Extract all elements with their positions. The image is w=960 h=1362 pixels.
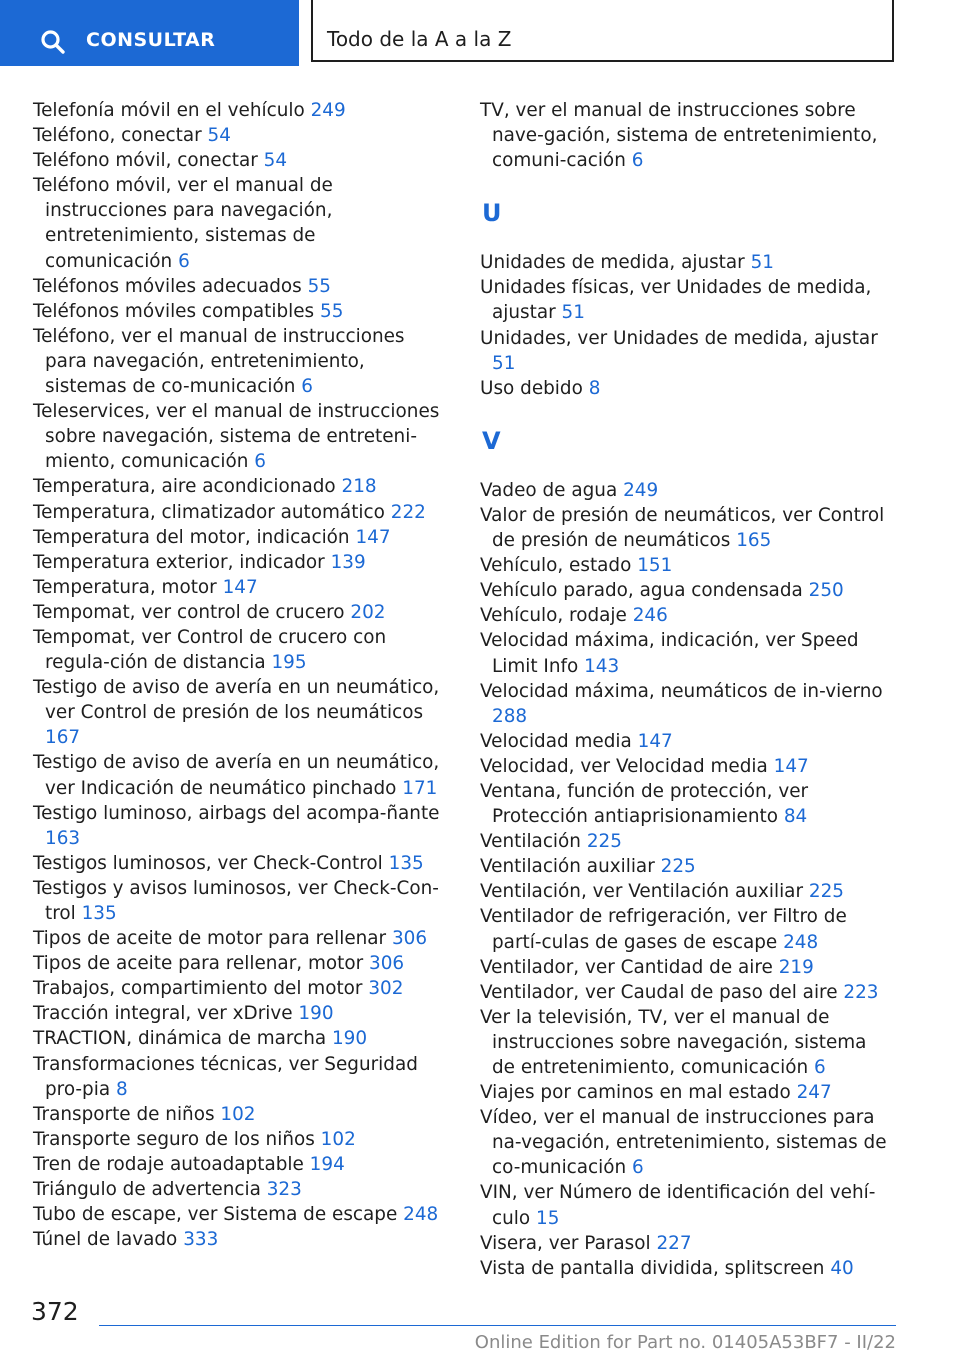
consult-button[interactable]	[0, 0, 299, 66]
index-entry-text: Ventana, función de protección, ver Protección antiaprisionamiento	[480, 780, 809, 828]
index-entry	[480, 553, 895, 578]
top-bar	[0, 0, 960, 66]
index-entry	[480, 1256, 895, 1281]
page-link[interactable]: 6	[301, 376, 313, 398]
index-entry-text: Teléfonos móviles compatibles	[33, 300, 315, 322]
page-link[interactable]: 8	[588, 377, 601, 399]
index-entry-text: Temperatura, motor	[33, 576, 217, 598]
index-entry	[33, 1202, 445, 1227]
index-entry-text: Testigos luminosos, ver Check-Control	[33, 852, 383, 874]
page-link[interactable]: 55	[320, 300, 344, 322]
index-entry	[33, 399, 445, 474]
index-entry-text: Tempomat, ver Control de crucero con regula-ción de distancia	[33, 626, 387, 674]
index-entry-text: Testigo luminoso, airbags del acompa-ñante	[33, 802, 440, 824]
index-entry	[33, 600, 445, 625]
page-link[interactable]: 6	[632, 1157, 644, 1179]
page-link[interactable]: 288	[492, 705, 528, 727]
index-entry-text: Unidades físicas, ver Unidades de medida, ajustar	[480, 277, 872, 324]
footer-divider	[99, 1325, 896, 1326]
index-column-left	[33, 98, 445, 1252]
index-entry	[480, 503, 895, 553]
index-entry-text: Temperatura del motor, indicación	[33, 526, 350, 548]
page-link[interactable]: 302	[368, 978, 404, 1000]
page-link[interactable]: 249	[310, 100, 346, 121]
index-entry-text: Vehículo, rodaje	[480, 605, 627, 627]
index-entry-text: Tren de rodaje autoadaptable	[33, 1153, 304, 1175]
index-entry	[480, 250, 895, 275]
section-letter-v: V	[482, 426, 501, 455]
page-link[interactable]: 40	[830, 1257, 854, 1279]
index-entry	[480, 955, 895, 980]
page-link[interactable]: 171	[402, 777, 438, 799]
page-link[interactable]: 135	[81, 903, 117, 924]
page-link[interactable]: 135	[388, 852, 424, 874]
index-entry	[33, 474, 445, 499]
page-link[interactable]: 246	[632, 605, 668, 627]
page-link[interactable]: 51	[750, 252, 774, 274]
index-entry	[33, 123, 445, 148]
page-link[interactable]: 151	[637, 555, 673, 577]
page-link[interactable]: 102	[320, 1128, 356, 1150]
page-link[interactable]: 51	[561, 302, 585, 324]
index-entry	[33, 525, 445, 550]
index-entry-text: Vehículo, estado	[480, 555, 632, 577]
tab-a-to-z[interactable]	[311, 0, 894, 62]
index-entry	[480, 1005, 895, 1080]
index-entry-text: Triángulo de advertencia	[33, 1179, 261, 1201]
index-entry-text: Ventilación	[480, 831, 581, 853]
index-entry	[480, 779, 895, 829]
page-link[interactable]: 51	[492, 352, 516, 374]
index-entry-text: Ver la televisión, TV, ver el manual de instrucciones sobre navegación, sistema de entretenimiento, comunicación	[480, 1006, 867, 1078]
page-link[interactable]: 15	[536, 1207, 560, 1229]
index-entry	[33, 299, 445, 324]
page-number: 372	[31, 1297, 79, 1326]
index-entry-text: Velocidad, ver Velocidad media	[480, 755, 768, 777]
index-entry-text: Temperatura, aire acondicionado	[33, 476, 336, 498]
page-link[interactable]: 218	[341, 476, 377, 498]
index-entry-text: Ventilador, ver Cantidad de aire	[480, 956, 773, 978]
index-entry-text: Ventilación auxiliar	[480, 856, 655, 878]
index-entry	[33, 550, 445, 575]
page-link[interactable]: 225	[808, 881, 844, 903]
index-entry	[480, 628, 895, 678]
page-link[interactable]: 54	[207, 125, 231, 147]
index-entry-text: Vehículo parado, agua condensada	[480, 580, 803, 602]
page-link[interactable]: 194	[309, 1153, 345, 1175]
page-link[interactable]: 139	[330, 551, 366, 573]
page-link[interactable]: 306	[391, 928, 428, 950]
index-entry	[33, 976, 445, 1001]
footer-edition: Online Edition for Part no. 01405A53BF7 - II/22	[474, 1332, 896, 1353]
page-link[interactable]: 248	[403, 1204, 439, 1226]
index-entry	[480, 854, 895, 879]
index-entry	[33, 98, 445, 123]
search-icon	[40, 29, 66, 55]
page-link[interactable]: 6	[814, 1057, 826, 1078]
index-entry	[33, 1177, 445, 1202]
index-entry-text: Temperatura, climatizador automático	[33, 501, 385, 523]
index-entry	[33, 575, 445, 600]
page-link[interactable]: 147	[637, 730, 673, 752]
index-entry-text: Teléfono móvil, ver el manual de instrucciones para navegación, entretenimiento, sistemas de comunicación	[33, 175, 333, 272]
page-link[interactable]: 6	[178, 250, 190, 272]
index-entry	[33, 1152, 445, 1177]
index-entry-text: Visera, ver Parasol	[480, 1232, 651, 1254]
section-letter-u: U	[482, 199, 502, 228]
index-entry-text: Teléfono móvil, conectar	[33, 150, 258, 172]
page-link[interactable]: 6	[631, 150, 644, 172]
index-entry	[33, 750, 445, 800]
consult-label: CONSULTAR	[86, 29, 216, 51]
index-entry	[33, 1127, 445, 1152]
page-link[interactable]: 225	[586, 831, 622, 853]
page-link[interactable]: 202	[350, 601, 386, 623]
index-entry	[480, 326, 895, 376]
page-link[interactable]: 248	[783, 931, 819, 953]
index-column-right	[480, 98, 895, 1281]
page-link[interactable]: 163	[45, 827, 81, 849]
index-entry	[33, 801, 445, 851]
index-entry-text: TRACTION, dinámica de marcha	[33, 1028, 327, 1050]
page-link[interactable]: 165	[736, 530, 772, 552]
index-entry	[480, 980, 895, 1005]
index-entry	[33, 876, 445, 926]
page-link[interactable]: 102	[220, 1103, 256, 1125]
index-entry	[33, 1001, 445, 1026]
page-link[interactable]: 143	[584, 655, 620, 677]
tab-label: Todo de la A a la Z	[327, 27, 512, 51]
index-entry-text: Unidades, ver Unidades de medida, ajustar	[480, 327, 878, 349]
page-link[interactable]: 323	[266, 1179, 302, 1201]
index-entry	[33, 625, 445, 675]
page-link[interactable]: 84	[783, 806, 808, 828]
index-entry-text: Transporte de niños	[33, 1103, 215, 1125]
index-entry-text: Ventilador de refrigeración, ver Filtro de partí-culas de gases de escape	[480, 906, 847, 953]
index-entry	[33, 1227, 445, 1252]
index-entry	[480, 578, 895, 603]
index-entry-text: Trabajos, compartimiento del motor	[33, 978, 363, 1000]
page-link[interactable]: 225	[660, 856, 696, 878]
index-entry-text: Transporte seguro de los niños	[33, 1128, 315, 1150]
page-link[interactable]: 195	[271, 652, 307, 674]
index-entry-text: Transformaciones técnicas, ver Seguridad pro-pia	[33, 1053, 418, 1100]
index-entry	[480, 829, 895, 854]
page-link[interactable]: 167	[45, 727, 81, 749]
index-entry-text: Viajes por caminos en mal estado	[480, 1082, 791, 1104]
index-entry-text: Unidades de medida, ajustar	[480, 252, 745, 274]
index-entry	[33, 173, 445, 273]
index-entry-text: Tubo de escape, ver Sistema de escape	[33, 1204, 398, 1226]
index-entry-text: Tempomat, ver control de crucero	[33, 601, 345, 623]
index-entry	[33, 324, 445, 399]
index-entry-text: Testigos y avisos luminosos, ver Check-Con-trol	[33, 877, 439, 924]
index-entry	[480, 729, 895, 754]
page-link[interactable]: 219	[778, 956, 814, 978]
index-entry	[480, 603, 895, 628]
index-entry	[480, 679, 895, 729]
index-entry	[480, 1231, 895, 1256]
page-link[interactable]: 306	[369, 953, 405, 975]
page-link[interactable]: 54	[263, 150, 288, 172]
page-link[interactable]: 147	[355, 526, 391, 548]
page-link[interactable]: 247	[796, 1082, 832, 1104]
index-entry-text: Telefonía móvil en el vehículo	[33, 100, 305, 121]
index-entry	[33, 675, 445, 750]
index-entry	[480, 98, 895, 173]
index-entry	[33, 926, 445, 951]
index-entry-text: Teléfono, ver el manual de instrucciones para navegación, entretenimiento, sistemas de co-municación	[33, 325, 405, 398]
page-link[interactable]: 190	[331, 1028, 368, 1050]
index-entry	[480, 275, 895, 325]
page-link[interactable]: 8	[115, 1078, 128, 1100]
index-entry	[33, 274, 445, 299]
index-entry-text: TV, ver el manual de instrucciones sobre nave-gación, sistema de entretenimiento, comuni-cación	[480, 100, 878, 172]
index-entry	[480, 754, 895, 779]
index-entry-text: Vista de pantalla dividida, splitscreen	[480, 1257, 825, 1279]
index-entry	[480, 478, 895, 503]
index-entry-text: VIN, ver Número de identificación del vehí-culo	[480, 1182, 876, 1229]
index-entry	[33, 851, 445, 876]
index-entry-text: Ventilador, ver Caudal de paso del aire	[480, 981, 838, 1003]
page-link[interactable]: 222	[390, 501, 426, 523]
index-entry-text: Ventilación, ver Ventilación auxiliar	[480, 881, 804, 903]
page-link[interactable]: 190	[298, 1003, 334, 1025]
index-entry-text: Túnel de lavado	[33, 1229, 178, 1251]
index-entry-text: Uso debido	[480, 377, 583, 399]
index-entry	[480, 879, 895, 904]
index-entry	[480, 1180, 895, 1230]
index-entry-text: Teléfono, conectar	[33, 125, 202, 147]
page-link[interactable]: 147	[773, 755, 809, 777]
index-entry-text: Velocidad máxima, indicación, ver Speed Limit Info	[480, 630, 859, 677]
index-entry-text: Velocidad media	[480, 730, 632, 752]
index-entry	[33, 1026, 445, 1051]
index-entry-text: Tipos de aceite para rellenar, motor	[33, 953, 364, 975]
page-link[interactable]: 249	[623, 479, 659, 501]
page-link[interactable]: 147	[222, 576, 258, 598]
index-entry-text: Tipos de aceite de motor para rellenar	[33, 928, 387, 950]
index-entry	[480, 1080, 895, 1105]
index-entry-text: Testigo de aviso de avería en un neumático, ver Control de presión de los neumáticos	[33, 677, 440, 724]
index-entry-text: Vídeo, ver el manual de instrucciones para na-vegación, entretenimiento, sistemas de co-municación	[480, 1107, 887, 1179]
index-entry-text: Vadeo de agua	[480, 479, 618, 501]
index-entry-text: Valor de presión de neumáticos, ver Control de presión de neumáticos	[480, 504, 885, 552]
index-entry	[33, 148, 445, 173]
index-entry	[480, 376, 895, 401]
index-entry	[33, 1052, 445, 1102]
index-entry	[480, 1105, 895, 1180]
index-entry	[480, 904, 895, 954]
index-entry-text: Teleservices, ver el manual de instrucciones sobre navegación, sistema de entreteni-miento, comunicación	[33, 401, 440, 473]
page-link[interactable]: 227	[656, 1232, 692, 1254]
page-link[interactable]: 55	[307, 275, 331, 297]
index-entry	[33, 1102, 445, 1127]
page-link[interactable]: 250	[808, 580, 844, 602]
index-entry-text: Temperatura exterior, indicador	[33, 551, 325, 573]
page-link[interactable]: 333	[183, 1229, 219, 1251]
index-entry	[33, 500, 445, 525]
page-link[interactable]: 6	[254, 451, 266, 473]
index-entry-text: Testigo de aviso de avería en un neumático, ver Indicación de neumático pinchado	[33, 752, 440, 799]
index-entry-text: Tracción integral, ver xDrive	[33, 1003, 293, 1025]
index-entry	[33, 951, 445, 976]
index-entry-text: Teléfonos móviles adecuados	[33, 275, 302, 297]
page-link[interactable]: 223	[843, 981, 879, 1003]
index-entry-text: Velocidad máxima, neumáticos de in-vierno	[480, 680, 883, 702]
